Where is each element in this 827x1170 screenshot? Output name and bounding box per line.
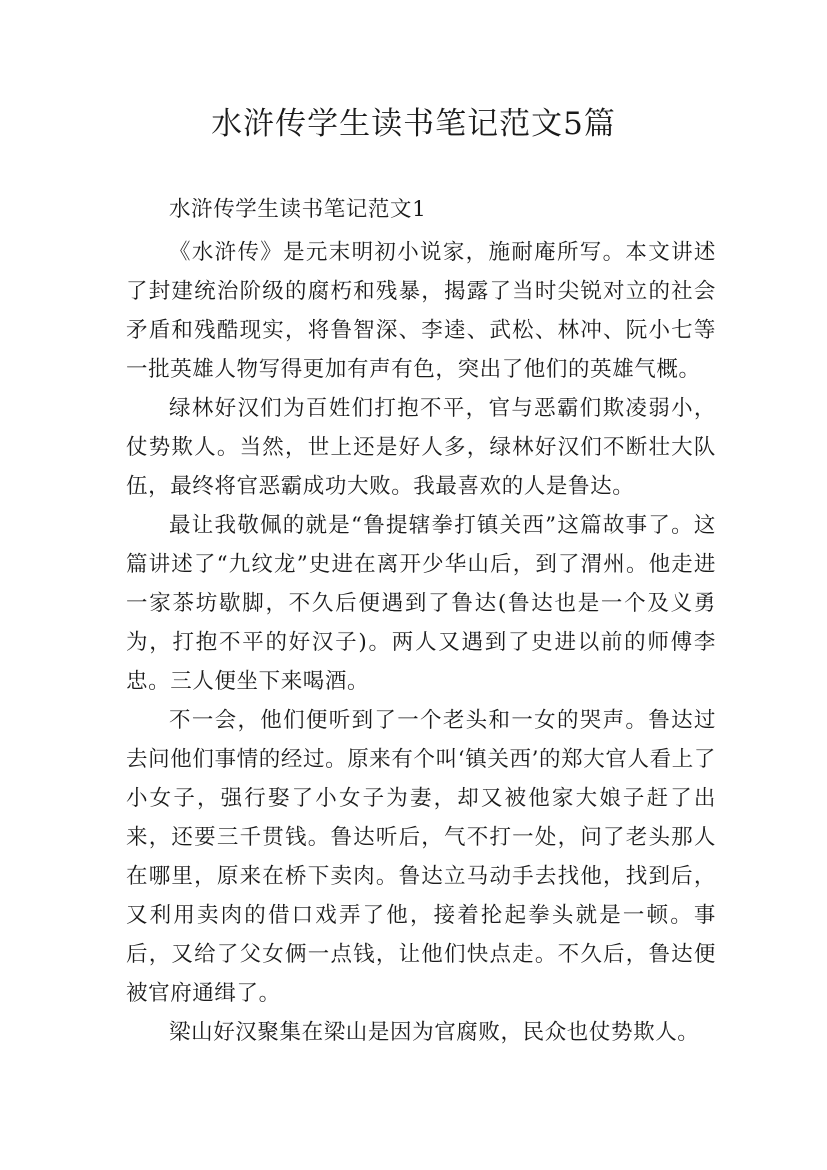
section-heading: 水浒传学生读书笔记范文1 [169, 197, 427, 222]
paragraph-4: 不一会，他们便听到了一个老头和一女的哭声。鲁达过去问他们事情的经过。原来有个叫‘镇关西’的郑大官人看上了小女子，强行娶了小女子为妻，却又被他家大娘子赶了出来，还要三千贯钱。鲁达听后，气不打一处，问了老头那人在哪里，原来在桥下卖肉。鲁达立马动手去找他，找到后，又利用卖肉的借口戏弄了他，接着抡起拳头就是一顿。事后，又给了父女俩一点钱，让他们快点走。不久后，鲁达便被官府通缉了。 [126, 708, 716, 1006]
paragraph-2: 绿林好汉们为百姓们打抱不平，官与恶霸们欺凌弱小，仗势欺人。当然，世上还是好人多，绿林好汉们不断壮大队伍，最终将官恶霸成功大败。我最喜欢的人是鲁达。 [126, 396, 716, 499]
paragraph-5: 梁山好汉聚集在梁山是因为官腐败，民众也仗势欺人。 [169, 1020, 700, 1045]
document-body [126, 190, 716, 1052]
document-title: 水浒传学生读书笔记范文5篇 [211, 106, 616, 142]
paragraph-3: 最让我敬佩的就是“鲁提辖拳打镇关西”这篇故事了。这篇讲述了“九纹龙”史进在离开少华山后，到了渭州。他走进一家茶坊歇脚，不久后便遇到了鲁达(鲁达也是一个及义勇为，打抱不平的好汉子)。两人又遇到了史进以前的师傅李忠。三人便坐下来喝酒。 [126, 513, 716, 694]
paragraph-1: 《水浒传》是元末明初小说家，施耐庵所写。本文讲述了封建统治阶级的腐朽和残暴，揭露了当时尖锐对立的社会矛盾和残酷现实，将鲁智深、李逵、武松、林冲、阮小七等一批英雄人物写得更加有声有色，突出了他们的英雄气概。 [126, 240, 716, 382]
